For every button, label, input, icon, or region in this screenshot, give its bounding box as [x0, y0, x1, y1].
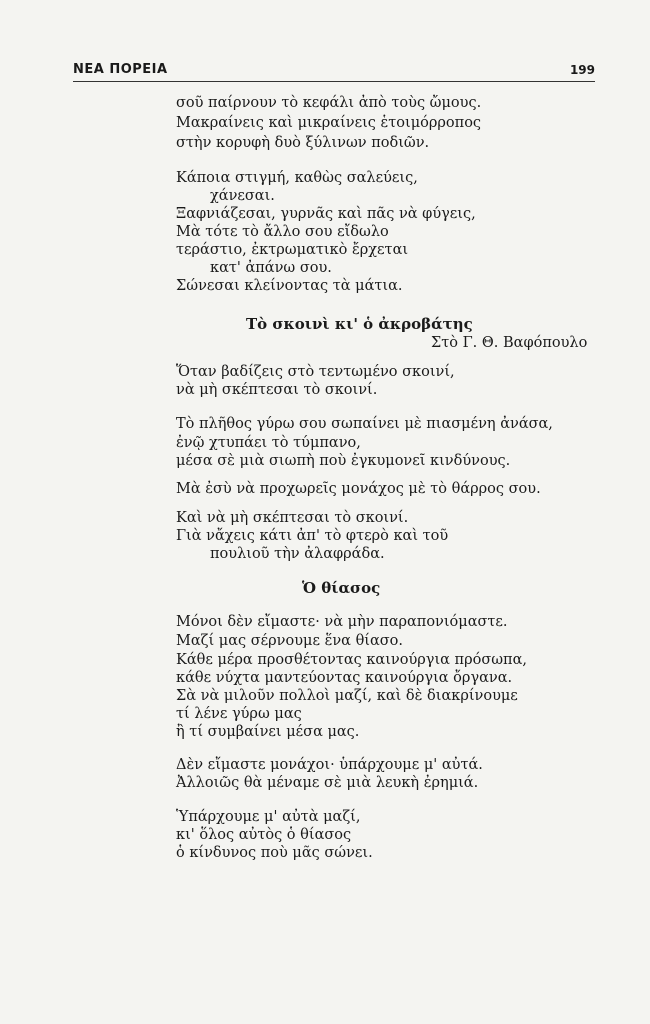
poem3-line: κάθε νύχτα μαντεύοντας καινούργια ὄργανα. — [176, 670, 513, 686]
poem3-line: Ἀλλοιῶς θὰ μέναμε σὲ μιὰ λευκὴ ἐρημιά. — [176, 775, 479, 791]
poem3-line: τί λένε γύρω μας — [176, 706, 302, 722]
poem3-line: Δὲν εἴμαστε μονάχοι· ὑπάρχουμε μ' αὐτά. — [176, 757, 483, 773]
poem1-line: τεράστιο, ἐκτρωματικὸ ἔρχεται — [176, 242, 409, 258]
poem3-line: Κάθε μέρα προσθέτοντας καινούργια πρόσωπα, — [176, 652, 527, 668]
running-header — [73, 62, 595, 82]
poem3-line: ἢ τί συμβαίνει μέσα μας. — [176, 724, 360, 740]
poem3-line: Σὰ νὰ μιλοῦν πολλοὶ μαζί, καὶ δὲ διακρίνουμε — [176, 688, 518, 704]
poem2-line: Ὅταν βαδίζεις στὸ τεντωμένο σκοινί, — [176, 364, 455, 380]
poem3-line: Μαζί μας σέρνουμε ἕνα θίασο. — [176, 633, 404, 649]
poem2-line: Τὸ πλῆθος γύρω σου σωπαίνει μὲ πιασμένη ἀνάσα, — [176, 416, 553, 432]
poem3-line: Ὑπάρχουμε μ' αὐτὰ μαζί, — [176, 809, 361, 825]
page-number: 199 — [569, 63, 595, 77]
poem1-line: Κάποια στιγμή, καθὼς σαλεύεις, — [176, 170, 418, 186]
poem2-title: Τὸ σκοινὶ κι' ὁ ἀκροβάτης — [246, 315, 473, 333]
poem3-line: κι' ὅλος αὐτὸς ὁ θίασος — [176, 827, 352, 843]
poem2-line: μέσα σὲ μιὰ σιωπὴ ποὺ ἐγκυμονεῖ κινδύνους. — [176, 453, 511, 469]
poem2-line: Καὶ νὰ μὴ σκέπτεσαι τὸ σκοινί. — [176, 510, 409, 526]
poem1-line: κατ' ἀπάνω σου. — [210, 260, 332, 276]
poem2-line: Γιὰ νἄχεις κάτι ἀπ' τὸ φτερὸ καὶ τοῦ — [176, 528, 449, 544]
poem3-title: Ὁ θίασος — [302, 579, 381, 597]
poem3-line: ὁ κίνδυνος ποὺ μᾶς σώνει. — [176, 845, 373, 861]
poem1-line: στὴν κορυφὴ δυὸ ξύλινων ποδιῶν. — [176, 135, 430, 151]
poem2-line: πουλιοῦ τὴν ἀλαφράδα. — [210, 546, 385, 562]
poem1-line: Μακραίνεις καὶ μικραίνεις ἑτοιμόρροπος — [176, 115, 482, 131]
poem1-line: Σώνεσαι κλείνοντας τὰ μάτια. — [176, 278, 403, 294]
poem2-dedication: Στὸ Γ. Θ. Βαφόπουλο — [431, 335, 588, 351]
poem3-line: Μόνοι δὲν εἴμαστε· νὰ μὴν παραπονιόμαστε. — [176, 614, 508, 630]
poem2-line: Μὰ ἐσὺ νὰ προχωρεῖς μονάχος μὲ τὸ θάρρος σου. — [176, 481, 541, 497]
poem2-line: νὰ μὴ σκέπτεσαι τὸ σκοινί. — [176, 382, 378, 398]
poem1-line: Μὰ τότε τὸ ἄλλο σου εἴδωλο — [176, 224, 389, 240]
poem1-line: χάνεσαι. — [210, 188, 275, 204]
header-rule — [73, 81, 595, 82]
poem2-line: ἐνῷ χτυπάει τὸ τύμπανο, — [176, 435, 361, 451]
poem1-line: σοῦ παίρνουν τὸ κεφάλι ἀπὸ τοὺς ὤμους. — [176, 95, 482, 111]
poem1-line: Ξαφνιάζεσαι, γυρνᾶς καὶ πᾶς νὰ φύγεις, — [176, 206, 476, 222]
journal-title: ΝΕΑ ΠΟΡΕΙΑ — [73, 62, 168, 77]
